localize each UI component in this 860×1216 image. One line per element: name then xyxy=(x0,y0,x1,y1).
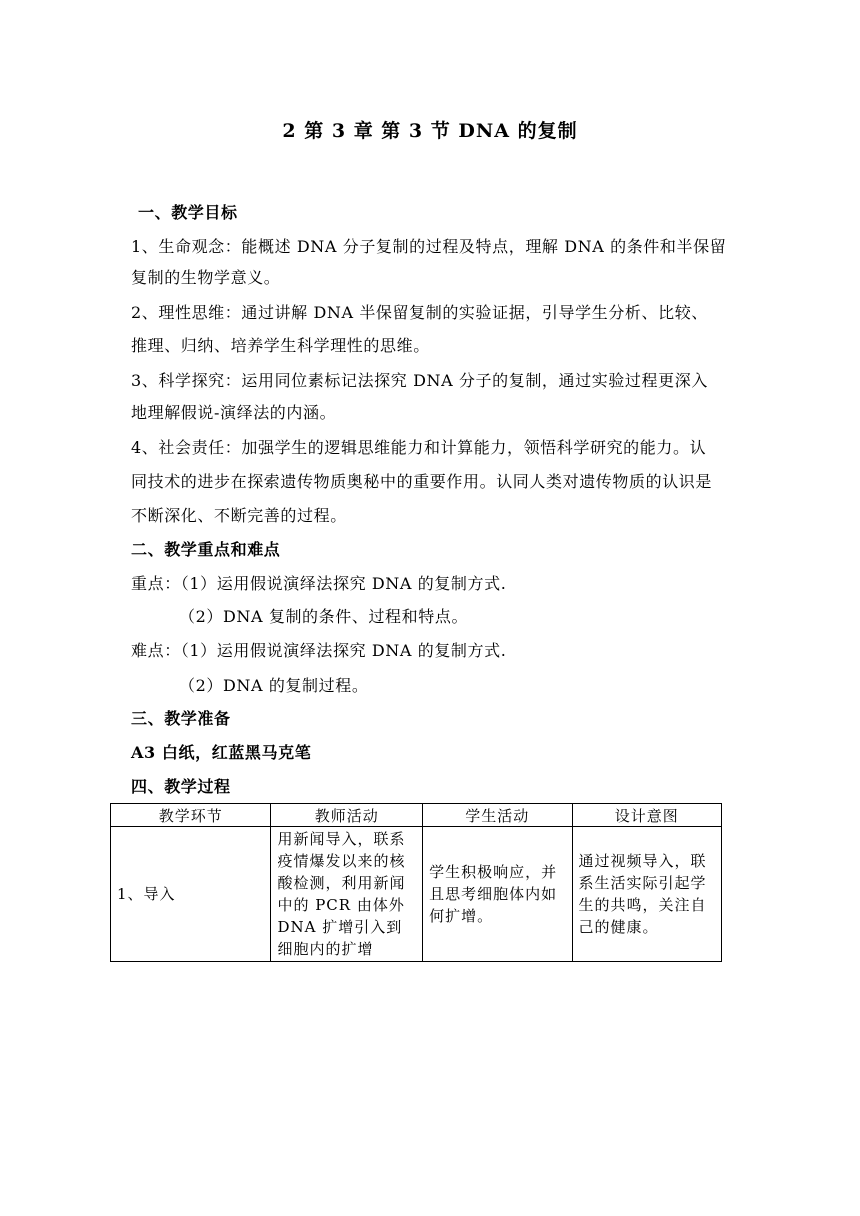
goal-2-line-2: 推理、归纳、培养学生科学理性的思维。 xyxy=(131,336,430,355)
preparation-materials: A3 白纸，红蓝黑马克笔 xyxy=(131,743,312,762)
section-heading-preparation: 三、教学准备 xyxy=(131,709,231,728)
header-stage: 教学环节 xyxy=(111,804,271,827)
goal-1-line-2: 复制的生物学意义。 xyxy=(131,268,281,287)
difficulty-2: （2）DNA 的复制过程。 xyxy=(179,676,369,695)
cell-stage: 1、导入 xyxy=(111,827,271,962)
goal-3-line-1: 3、科学探究：运用同位素标记法探究 DNA 分子的复制，通过实验过程更深入 xyxy=(131,371,708,390)
key-point-1: 重点：（1）运用假说演绎法探究 DNA 的复制方式. xyxy=(131,574,507,593)
cell-teacher-activity: 用新闻导入，联系疫情爆发以来的核酸检测，利用新闻中的 PCR 由体外 DNA 扩增引入到细胞内的扩增 xyxy=(271,827,423,962)
table-row xyxy=(111,827,722,962)
section-heading-process: 四、教学过程 xyxy=(131,777,231,796)
cell-design-intent: 通过视频导入，联系生活实际引起学生的共鸣，关注自己的健康。 xyxy=(572,827,721,962)
page-title: 2 第 3 章 第 3 节 DNA 的复制 xyxy=(282,120,578,142)
header-design-intent: 设计意图 xyxy=(572,804,721,827)
goal-3-line-2: 地理解假说-演绎法的内涵。 xyxy=(131,403,337,422)
goal-2-line-1: 2、理性思维：通过讲解 DNA 半保留复制的实验证据，引导学生分析、比较、 xyxy=(131,303,708,322)
table-header-row xyxy=(111,804,722,827)
header-teacher-activity: 教师活动 xyxy=(271,804,423,827)
difficulty-1: 难点：（1）运用假说演绎法探究 DNA 的复制方式. xyxy=(131,641,507,660)
teaching-process-table xyxy=(110,803,722,962)
goal-4-line-3: 不断深化、不断完善的过程。 xyxy=(131,506,347,525)
cell-student-activity: 学生积极响应，并且思考细胞体内如何扩增。 xyxy=(423,827,572,962)
header-student-activity: 学生活动 xyxy=(423,804,572,827)
goal-4-line-1: 4、社会责任：加强学生的逻辑思维能力和计算能力，领悟科学研究的能力。认 xyxy=(131,438,707,457)
section-heading-goals: 一、教学目标 xyxy=(138,203,238,222)
key-point-2: （2）DNA 复制的条件、过程和特点。 xyxy=(179,607,469,626)
section-heading-key-points: 二、教学重点和难点 xyxy=(131,540,281,559)
goal-1-line-1: 1、生命观念：能概述 DNA 分子复制的过程及特点，理解 DNA 的条件和半保留 xyxy=(131,237,727,256)
goal-4-line-2: 同技术的进步在探索遗传物质奥秘中的重要作用。认同人类对遗传物质的认识是 xyxy=(131,472,713,491)
